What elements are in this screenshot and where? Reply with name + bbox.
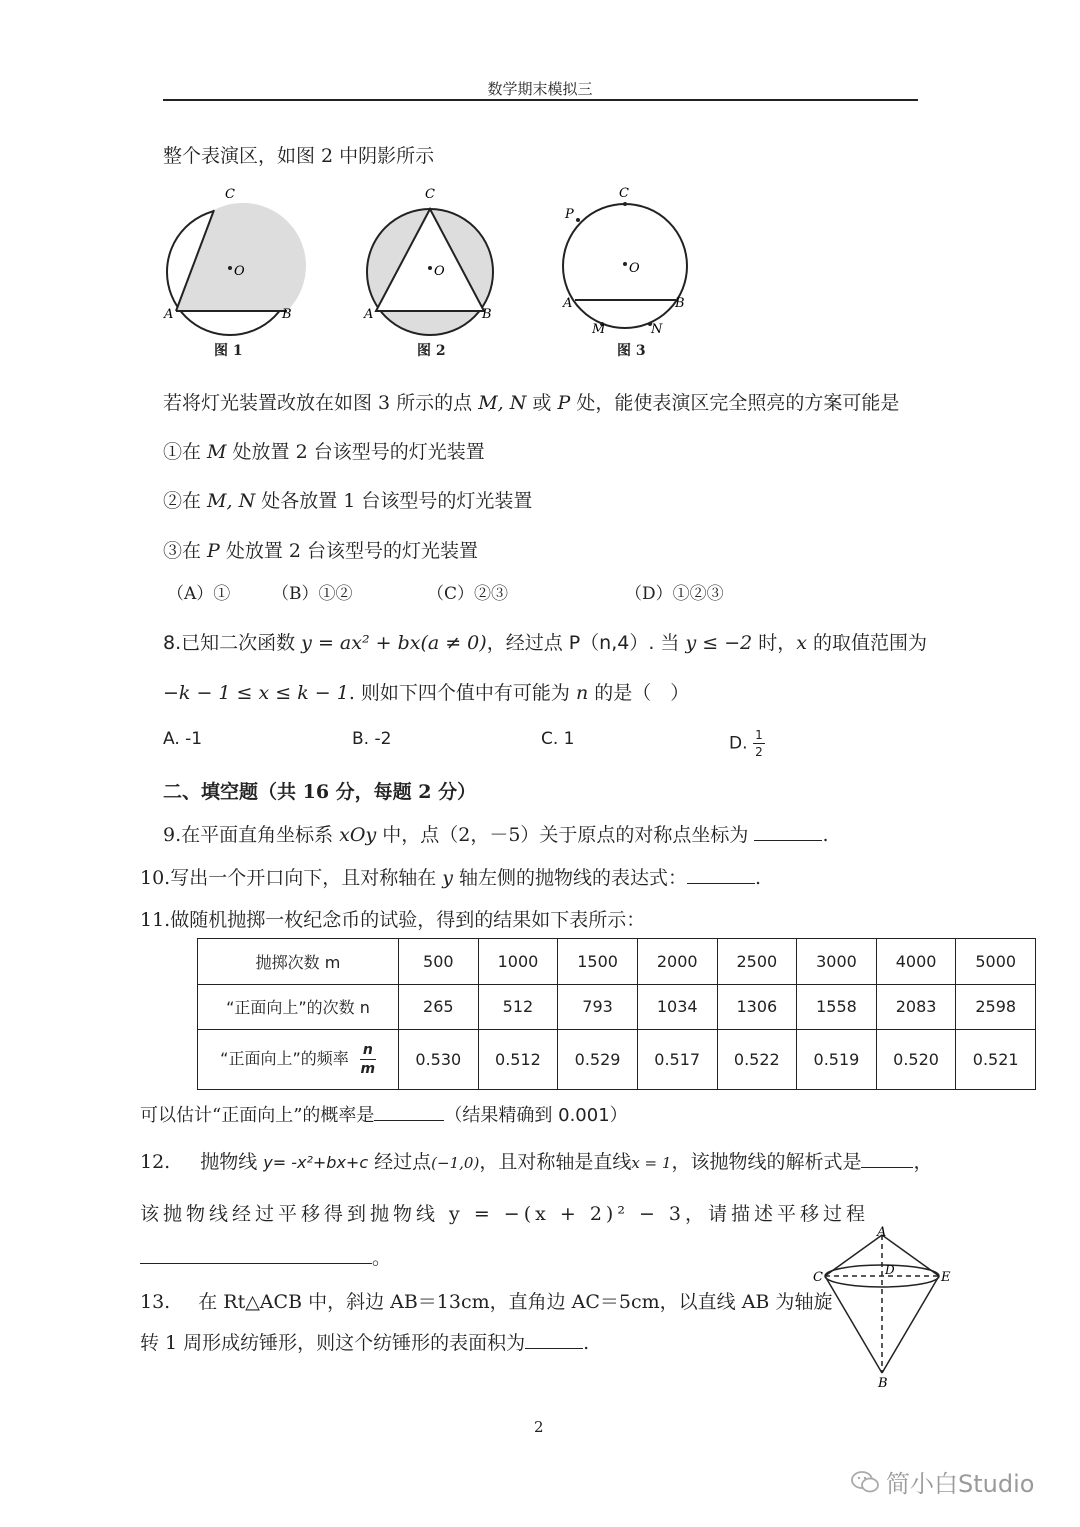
row1-label: 抛掷次数 m xyxy=(198,939,399,985)
freq-cell: 0.520 xyxy=(876,1030,956,1090)
throws-cell: 2000 xyxy=(637,939,717,985)
figure-2 xyxy=(350,180,520,340)
spindle-label-a: A xyxy=(877,1225,887,1240)
fig1-label-c: C xyxy=(225,187,235,202)
heads-cell: 793 xyxy=(558,984,638,1030)
spindle-figure xyxy=(810,1225,960,1390)
freq-cell: 0.522 xyxy=(717,1030,797,1090)
q12-line3: 。 xyxy=(140,1243,391,1270)
q8-stem: 8.已知二次函数 y = ax² + bx(a ≠ 0)，经过点 P（n,4）. 当 y ≤ −2 时，x 的取值范围为 xyxy=(163,632,928,654)
figure-1 xyxy=(150,180,320,340)
q11-stem: 11.做随机抛掷一枚纪念币的试验，得到的结果如下表所示： xyxy=(140,909,646,931)
q12-answer-blank xyxy=(861,1167,913,1168)
table-row xyxy=(198,1030,1036,1090)
spindle-label-b: B xyxy=(878,1376,888,1390)
intro-line: 整个表演区，如图 2 中阴影所示 xyxy=(163,145,435,167)
freq-cell: 0.517 xyxy=(637,1030,717,1090)
fig3-label-a: A xyxy=(563,296,573,311)
q8-choice-a: A. -1 xyxy=(163,729,203,749)
fig2-label-o: O xyxy=(434,264,445,279)
watermark-text: 简小白Studio xyxy=(886,1470,1035,1498)
q7-option-2: ②在 M, N 处各放置 1 台该型号的灯光装置 xyxy=(163,490,533,512)
spindle-line-cb xyxy=(825,1276,882,1373)
wechat-icon xyxy=(850,1469,880,1495)
fig1-center-dot xyxy=(228,266,232,270)
q8-line2: −k − 1 ≤ x ≤ k − 1. 则如下四个值中有可能为 n 的是（ ） xyxy=(163,682,690,704)
fig2-caption: 图 2 xyxy=(417,343,446,359)
freq-cell: 0.519 xyxy=(797,1030,877,1090)
q13-line1: 13. 在 Rt△ACB 中，斜边 AB＝13cm，直角边 AC＝5cm，以直线 AB 为轴旋 xyxy=(140,1291,833,1313)
fig3-label-b: B xyxy=(675,296,685,311)
throws-cell: 1000 xyxy=(478,939,558,985)
q8-choice-b: B. -2 xyxy=(352,729,392,749)
figure-3 xyxy=(545,180,715,340)
spindle-label-e: E xyxy=(941,1270,951,1285)
fig3-point-c xyxy=(623,202,627,206)
fig3-label-n: N xyxy=(651,322,663,337)
freq-cell: 0.529 xyxy=(558,1030,638,1090)
throws-cell: 3000 xyxy=(797,939,877,985)
header-rule xyxy=(163,99,918,101)
page-header-title: 数学期末模拟三 xyxy=(487,80,593,98)
q7-stem: 若将灯光装置改放在如图 3 所示的点 M, N 或 P 处，能使表演区完全照亮的方案可能是 xyxy=(163,392,900,414)
heads-cell: 512 xyxy=(478,984,558,1030)
throws-cell: 2500 xyxy=(717,939,797,985)
q11-results-table xyxy=(197,938,1036,1090)
fig1-caption: 图 1 xyxy=(214,343,243,359)
q12-line2: 该抛物线经过平移得到抛物线 y = −(x + 2)² − 3，请描述平移过程 xyxy=(140,1203,870,1225)
q11-estimate: 可以估计“正面向上”的概率是 （结果精确到 0.001） xyxy=(140,1105,628,1126)
q7-choice-c: （C）②③ xyxy=(427,584,509,604)
fig2-label-b: B xyxy=(482,307,492,322)
fig1-label-o: O xyxy=(234,264,245,279)
q12-stem: 12. 抛物线 y= -x²+bx+c 经过点(−1,0)，且对称轴是直线x = 1，该抛物线的解析式是 ， xyxy=(140,1151,933,1173)
heads-cell: 2598 xyxy=(956,984,1036,1030)
q7-option-1: ①在 M 处放置 2 台该型号的灯光装置 xyxy=(163,441,485,463)
q10-stem: 10.写出一个开口向下，且对称轴在 y 轴左侧的抛物线的表达式： . xyxy=(140,867,762,889)
fig3-label-c: C xyxy=(619,186,629,201)
throws-cell: 1500 xyxy=(558,939,638,985)
throws-cell: 500 xyxy=(399,939,479,985)
spindle-label-c: C xyxy=(813,1270,823,1285)
q13-answer-blank xyxy=(525,1348,583,1349)
fig3-label-o: O xyxy=(629,261,640,276)
q13-line2: 转 1 周形成纺锤形，则这个纺锤形的表面积为 . xyxy=(140,1332,590,1354)
q7-option-3: ③在 P 处放置 2 台该型号的灯光装置 xyxy=(163,540,479,562)
q11-answer-blank xyxy=(374,1120,444,1121)
freq-cell: 0.530 xyxy=(399,1030,479,1090)
fig3-caption: 图 3 xyxy=(617,343,646,359)
heads-cell: 1558 xyxy=(797,984,877,1030)
heads-cell: 1306 xyxy=(717,984,797,1030)
q9-answer-blank xyxy=(754,840,822,841)
fig2-center-dot xyxy=(428,266,432,270)
page-number: 2 xyxy=(534,1418,544,1436)
q7-choice-d: （D）①②③ xyxy=(625,584,724,604)
fig3-center-dot xyxy=(623,262,627,266)
q12-translation-blank xyxy=(140,1263,372,1264)
table-row xyxy=(198,984,1036,1030)
throws-cell: 4000 xyxy=(876,939,956,985)
q8-choice-d: D. $\frac{1}{2}$ xyxy=(729,729,765,758)
spindle-label-d: D xyxy=(885,1263,895,1277)
q10-answer-blank xyxy=(687,883,755,884)
freq-cell: 0.521 xyxy=(956,1030,1036,1090)
throws-cell: 5000 xyxy=(956,939,1036,985)
spindle-line-eb xyxy=(882,1276,939,1373)
freq-cell: 0.512 xyxy=(478,1030,558,1090)
fig2-label-a: A xyxy=(364,307,374,322)
q8-choice-c: C. 1 xyxy=(541,729,575,749)
fig2-label-c: C xyxy=(425,187,435,202)
frequency-fraction: $\frac{n}{m}$ xyxy=(360,1042,376,1077)
watermark xyxy=(850,1464,1034,1499)
row2-label: “正面向上”的次数 n xyxy=(198,984,399,1030)
q7-choice-b: （B）①② xyxy=(272,584,353,604)
fig1-label-a: A xyxy=(164,307,174,322)
fig1-label-b: B xyxy=(282,307,292,322)
spindle-line-ca xyxy=(825,1235,882,1276)
fig3-label-m: M xyxy=(592,322,606,337)
section-2-title: 二、填空题（共 16 分，每题 2 分） xyxy=(163,781,477,803)
row3-label: “正面向上”的频率 $\frac{n}{m}$ xyxy=(198,1030,399,1090)
table-row xyxy=(198,939,1036,985)
q7-choice-a: （A）① xyxy=(167,584,231,604)
q8-choice-d-fraction: $\frac{1}{2}$ xyxy=(753,729,765,758)
q9-stem: 9.在平面直角坐标系 xOy 中，点（2，－5）关于原点的对称点坐标为 . xyxy=(163,824,829,846)
heads-cell: 265 xyxy=(399,984,479,1030)
fig3-label-p: P xyxy=(565,207,574,222)
heads-cell: 2083 xyxy=(876,984,956,1030)
heads-cell: 1034 xyxy=(637,984,717,1030)
fig3-point-p xyxy=(576,218,580,222)
